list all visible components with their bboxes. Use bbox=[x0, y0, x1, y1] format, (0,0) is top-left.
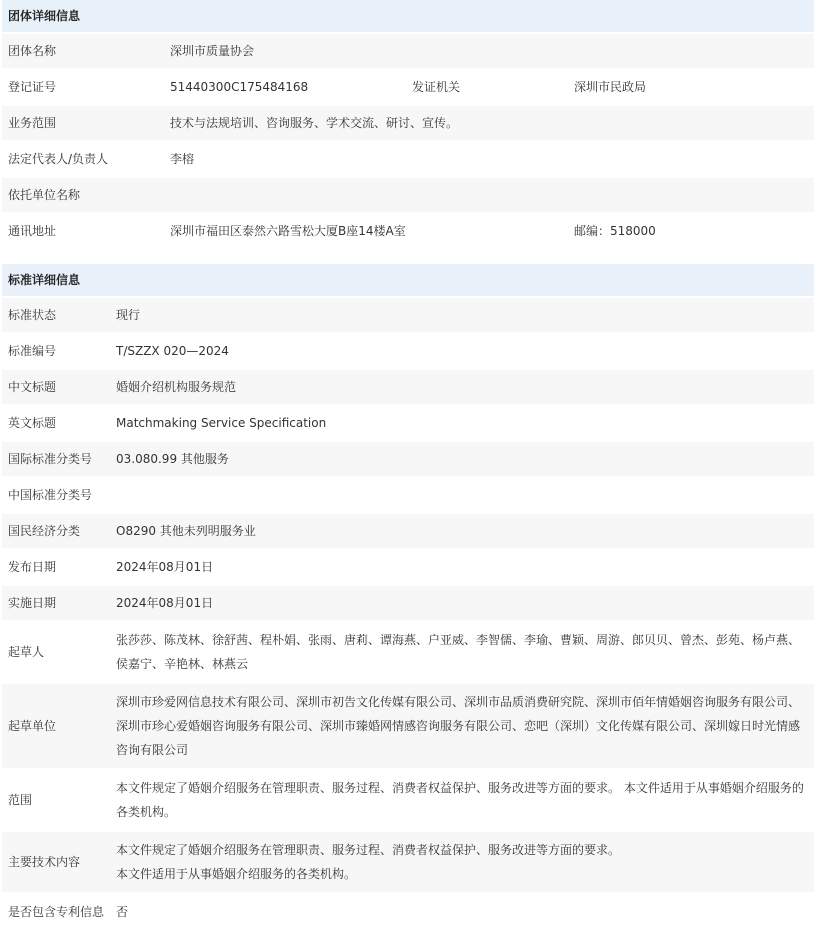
std-value: 否 bbox=[110, 894, 814, 930]
org-addr-label: 通讯地址 bbox=[2, 214, 164, 248]
org-row-reg bbox=[2, 70, 814, 104]
std-label: 国际标准分类号 bbox=[2, 442, 110, 476]
org-postcode-value: 邮编：518000 bbox=[568, 214, 814, 248]
std-label: 标准状态 bbox=[2, 298, 110, 332]
std-row-ccs bbox=[2, 478, 814, 512]
std-value: 2024年08月01日 bbox=[110, 586, 814, 620]
std-label: 主要技术内容 bbox=[2, 832, 110, 892]
org-rep-label: 法定代表人/负责人 bbox=[2, 142, 164, 176]
std-label: 起草人 bbox=[2, 622, 110, 682]
std-row-drafters bbox=[2, 622, 814, 682]
std-row-ics bbox=[2, 442, 814, 476]
std-label: 中国标准分类号 bbox=[2, 478, 110, 512]
std-row-number bbox=[2, 334, 814, 368]
std-label: 起草单位 bbox=[2, 684, 110, 768]
std-value bbox=[110, 478, 814, 512]
std-label: 范围 bbox=[2, 770, 110, 830]
std-label: 发布日期 bbox=[2, 550, 110, 584]
org-reg-value: 51440300C175484168 bbox=[164, 70, 406, 104]
std-row-cn-title bbox=[2, 370, 814, 404]
std-label: 国民经济分类 bbox=[2, 514, 110, 548]
std-row-economy bbox=[2, 514, 814, 548]
std-value: O8290 其他未列明服务业 bbox=[110, 514, 814, 548]
org-rep-value: 李榕 bbox=[164, 142, 814, 176]
std-value: 婚姻介绍机构服务规范 bbox=[110, 370, 814, 404]
std-row-status bbox=[2, 298, 814, 332]
org-reg-label: 登记证号 bbox=[2, 70, 164, 104]
std-label: 中文标题 bbox=[2, 370, 110, 404]
org-row-name bbox=[2, 34, 814, 68]
std-row-patent bbox=[2, 894, 814, 930]
std-value: 本文件规定了婚姻介绍服务在管理职责、服务过程、消费者权益保护、服务改进等方面的要求。 本文件适用于从事婚姻介绍服务的各类机构。 bbox=[110, 770, 814, 830]
org-scope-value: 技术与法规培训、咨询服务、学术交流、研讨、宣传。 bbox=[164, 106, 814, 140]
org-row-addr bbox=[2, 214, 814, 248]
std-label: 是否包含专利信息 bbox=[2, 894, 110, 930]
std-row-en-title bbox=[2, 406, 814, 440]
org-name-label: 团体名称 bbox=[2, 34, 164, 68]
standard-info-table bbox=[2, 296, 814, 932]
std-row-scope bbox=[2, 770, 814, 830]
std-row-effective-date bbox=[2, 586, 814, 620]
std-value: T/SZZX 020—2024 bbox=[110, 334, 814, 368]
std-value-line: 本文件适用于从事婚姻介绍服务的各类机构。 bbox=[116, 867, 357, 881]
org-issuer-value: 深圳市民政局 bbox=[568, 70, 814, 104]
std-row-publish-date bbox=[2, 550, 814, 584]
org-row-scope bbox=[2, 106, 814, 140]
std-value: 现行 bbox=[110, 298, 814, 332]
std-value: 张莎莎、陈茂林、徐舒茜、程朴娟、张雨、唐莉、谭海燕、户亚威、李智儒、李瑜、曹颖、周游、郎贝贝、曾杰、彭苑、杨卢燕、侯嘉宁、辛艳林、林燕云 bbox=[110, 622, 814, 682]
org-section-title: 团体详细信息 bbox=[2, 0, 814, 32]
org-unit-label: 依托单位名称 bbox=[2, 178, 164, 212]
org-addr-value: 深圳市福田区泰然六路雪松大厦B座14楼A室 bbox=[164, 214, 568, 248]
org-info-table bbox=[2, 32, 814, 250]
std-label: 实施日期 bbox=[2, 586, 110, 620]
std-label: 标准编号 bbox=[2, 334, 110, 368]
std-value: 03.080.99 其他服务 bbox=[110, 442, 814, 476]
std-row-tech-content bbox=[2, 832, 814, 892]
org-scope-label: 业务范围 bbox=[2, 106, 164, 140]
org-row-unit bbox=[2, 178, 814, 212]
org-unit-value bbox=[164, 178, 814, 212]
std-value-line: 本文件规定了婚姻介绍服务在管理职责、服务过程、消费者权益保护、服务改进等方面的要求。 bbox=[116, 843, 621, 857]
std-row-drafting-units bbox=[2, 684, 814, 768]
std-label: 英文标题 bbox=[2, 406, 110, 440]
org-row-rep bbox=[2, 142, 814, 176]
org-name-value: 深圳市质量协会 bbox=[164, 34, 814, 68]
standard-section-title: 标准详细信息 bbox=[2, 264, 814, 296]
org-issuer-label: 发证机关 bbox=[406, 70, 568, 104]
std-value: 深圳市珍爱网信息技术有限公司、深圳市初告文化传媒有限公司、深圳市品质消费研究院、深圳市佰年情婚姻咨询服务有限公司、深圳市珍心爱婚姻咨询服务有限公司、深圳市臻婚网情感咨询服务有限公司、恋吧（深圳）文化传媒有限公司、深圳嫁日时光情感咨询有限公司 bbox=[110, 684, 814, 768]
std-value: Matchmaking Service Specification bbox=[110, 406, 814, 440]
std-value: 2024年08月01日 bbox=[110, 550, 814, 584]
std-value-block bbox=[110, 832, 814, 892]
